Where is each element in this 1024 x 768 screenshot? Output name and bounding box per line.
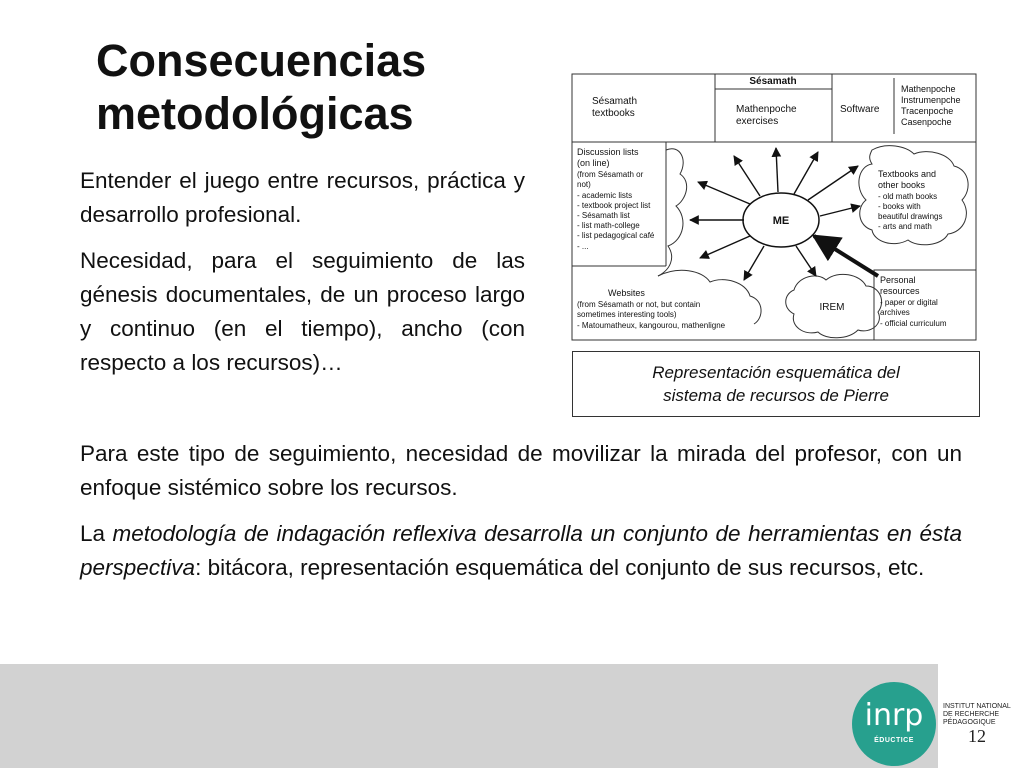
exercises-line-1: Mathenpoche xyxy=(736,104,797,115)
discussion-line-3: (from Sésamath or xyxy=(577,170,644,179)
paragraph-3: Para este tipo de seguimiento, necesidad de movilizar la mirada del profesor, con un enfoque sistémico sobre los recursos. xyxy=(80,441,962,500)
paragraph-4-start: La xyxy=(80,521,113,546)
textbooks-other-line-4: - books with xyxy=(878,202,921,211)
paragraph-4-italic: metodología de indagación reflexiva desarrolla un conjunto de herramientas en ésta perspectiva xyxy=(80,521,962,580)
inrp-logo xyxy=(852,682,936,766)
title-line-2: metodológicas xyxy=(96,88,414,139)
me-label: ME xyxy=(772,215,790,227)
discussion-line-7: - Sésamath list xyxy=(577,211,630,220)
paragraph-4 xyxy=(80,517,962,585)
arrow-to-textbooks-other xyxy=(820,206,860,216)
logo-word: inrp xyxy=(864,698,924,733)
slide-title xyxy=(96,34,516,140)
discussion-line-4: not) xyxy=(577,180,591,189)
paragraph-2: Necesidad, para el seguimiento de las génesis documentales, de un proceso largo y continuo (en el tiempo), ancho (con respecto a los recursos)… xyxy=(80,248,525,375)
websites-line-2: (from Sésamath or not, but contain xyxy=(577,300,701,309)
personal-line-3: - paper or digital xyxy=(880,298,938,307)
textbooks-other-line-1: Textbooks and xyxy=(878,169,937,179)
textbooks-other-line-6: - arts and math xyxy=(878,222,932,231)
personal-line-4: archives xyxy=(880,308,910,317)
arrow-to-textbooks-top xyxy=(734,156,760,196)
personal-line-2: resources xyxy=(880,286,920,296)
websites-line-3: sometimes interesting tools) xyxy=(577,310,677,319)
page-number: 12 xyxy=(968,726,986,746)
paragraph-1: Entender el juego entre recursos, práctica y desarrollo profesional. xyxy=(80,168,525,227)
arrow-to-discussion-top xyxy=(698,182,750,204)
textbooks-other-line-2: other books xyxy=(878,180,926,190)
discussion-line-5: - academic lists xyxy=(577,191,633,200)
caption-line-1: Representación esquemática del xyxy=(652,363,900,382)
discussion-line-1: Discussion lists xyxy=(577,147,639,157)
paragraph-4-end: : bitácora, representación esquemática del conjunto de sus recursos, etc. xyxy=(195,555,925,580)
arrow-to-websites xyxy=(744,246,764,280)
discussion-line-6: - textbook project list xyxy=(577,201,651,210)
arrow-to-irem xyxy=(796,246,816,276)
discussion-line-10: - ... xyxy=(577,242,589,251)
software-item-4: Casenpoche xyxy=(901,117,952,127)
exercises-line-2: exercises xyxy=(736,116,779,127)
title-line-1: Consecuencias xyxy=(96,35,427,86)
websites-line-4: - Matoumatheux, kangourou, mathenligne xyxy=(577,321,726,330)
software-item-3: Tracenpoche xyxy=(901,106,954,116)
arrow-to-exercises xyxy=(794,152,818,194)
textbooks-other-line-5: beautiful drawings xyxy=(878,212,943,221)
logo-text-line-2: DE RECHERCHE xyxy=(943,711,1000,718)
irem-label: IREM xyxy=(819,302,845,313)
software-item-1: Mathenpoche xyxy=(901,84,956,94)
textbooks-line-2: textbooks xyxy=(592,108,635,119)
software-item-2: Instrumenpche xyxy=(901,95,961,105)
logo-subtitle: ÉDUCTICE xyxy=(874,737,914,744)
personal-line-5: - official curriculum xyxy=(880,319,947,328)
discussion-line-2: (on line) xyxy=(577,158,610,168)
logo-institution-text xyxy=(943,703,1023,727)
arrow-to-discussion-low xyxy=(700,236,750,258)
logo-text-line-1: INSTITUT NATIONAL xyxy=(943,703,1011,710)
arrow-from-personal xyxy=(814,236,878,276)
textbooks-other-line-3: - old math books xyxy=(878,192,938,201)
resource-system-diagram xyxy=(568,70,980,344)
discussion-line-8: - list math-college xyxy=(577,221,640,230)
arrow-to-sesamath xyxy=(776,148,778,192)
diagram-caption xyxy=(572,351,980,417)
textbooks-line-1: Sésamath xyxy=(592,96,638,107)
discussion-line-9: - list pedagogical café xyxy=(577,231,655,240)
caption-line-2: sistema de recursos de Pierre xyxy=(663,386,889,405)
discussion-cloud xyxy=(658,149,687,276)
websites-line-1: Websites xyxy=(608,288,645,298)
arrow-to-software xyxy=(808,166,858,200)
personal-line-1: Personal xyxy=(880,275,916,285)
sesamath-label: Sésamath xyxy=(749,76,797,87)
software-label: Software xyxy=(840,104,880,115)
logo-text-line-3: PÉDAGOGIQUE xyxy=(943,719,996,726)
